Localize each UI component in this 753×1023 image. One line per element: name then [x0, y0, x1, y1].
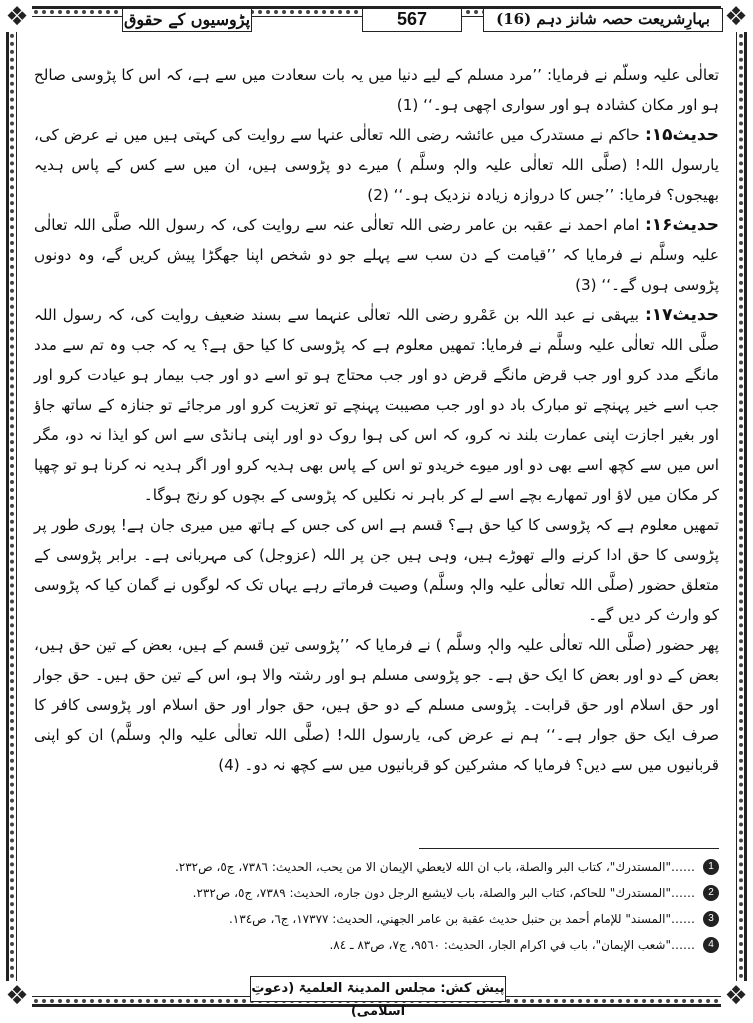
corner-ornament-icon: ❖	[2, 981, 32, 1011]
footnote	[34, 932, 719, 958]
footnote-text: ……"شعب الإيمان"، باب في اكرام الجار، الحديث: ٩٥٦٠، ج٧، ص٨٣ ـ ٨٤.	[329, 938, 695, 952]
footnote-text: ……"المستدرك"، كتاب البر والصلة، باب ان الله لايعطي الإيمان الا من يحب، الحديث: ٧٣٨٦، ج٥، ص٢٣٢.	[174, 860, 695, 874]
footnote-text: ……"المستدرك" للحاكم، كتاب البر والصلة، باب لايشبع الرجل دون جاره، الحديث: ٧٣٨٩، ج٥، ص٢٣٢.	[192, 886, 695, 900]
paragraph: پھر حضور (صلَّی اللہ تعالٰی علیہ والہٖ وسلَّم ) نے فرمایا کہ ’’پڑوسی تین قسم کے ہیں، بعض کے تین حق ہیں، بعض کے دو اور بعض کا ایک حق ہے۔ جو پڑوسی مسلم ہو اور رشتہ والا ہو، اس کے تین حق ہیں۔ حق جوار اور حق اسلام اور حق قرابت۔ پڑوسی مسلم کے دو حق ہیں، حق جوار اور حق اسلام اور پڑوسی کافر کا صرف ایک حق جوار ہے۔‘‘ ہم نے عرض کی، یارسول اللہ! (صلَّی اللہ تعالٰی علیہ والہٖ وسلَّم) ان کو اپنی قربانیوں میں سے دیں؟ فرمایا کہ مشرکین کو قربانیوں میں سے کچھ نہ دو۔ (4)	[34, 636, 719, 774]
page-header	[30, 6, 723, 36]
paragraph: حدیث۱۷: بیہقی نے عبد اللہ بن عَمْرو رضی اللہ تعالٰی عنہما سے بسند ضعیف روایت کی، کہ رسول اللہ صلَّی اللہ تعالٰی علیہ وسلَّم نے فرمایا: تمھیں معلوم ہے کہ پڑوسی کا کیا حق ہے؟ یہ کہ جب وہ تم سے مدد مانگے مدد کرو اور جب قرض مانگے قرض دو اور جب محتاج ہو تو اسے دو اور جب بیمار ہو عیادت کرو اور جب اسے خیر پہنچے تو مبارک باد دو اور جب مصیبت پہنچے تو تعزیت کرو اور مرجائے تو جنازہ کے ساتھ جاؤ اور بغیر اجازت اپنی عمارت بلند نہ کرو، کہ اس کی ہوا روک دو اور اپنی ہانڈی سے اس کو ایذا نہ دو، مگر اس میں سے کچھ اسے بھی دو اور میوے خریدو تو اس کے پاس بھی ہدیہ کرو اور اگر ہدیہ نہ کرنا ہو تو چھپا کر مکان میں لاؤ اور تمھارے بچے اسے لے کر باہر نہ نکلیں کہ پڑوسی کے بچوں کو رنج ہوگا۔	[34, 305, 719, 504]
footnote-number: 4	[703, 937, 719, 953]
footnote-number: 2	[703, 885, 719, 901]
hadith-label: حدیث۱۷:	[644, 305, 719, 325]
hadith-label: حدیث۱۶:	[644, 215, 719, 235]
paragraph: تعالٰی علیہ وسلّم نے فرمایا: ’’مرد مسلم کے لیے دنیا میں یہ بات سعادت میں سے ہے، کہ اس کا پڑوسی صالح ہو اور مکان کشادہ ہو اور سواری اچھی ہو۔‘‘ (1)	[34, 66, 719, 114]
footnote-text: ……"المسند" للإمام أحمد بن حنبل حديث عقبة بن عامر الجهني، الحديث: ١٧٣٧٧، ج٦، ص١٣٤.	[228, 912, 695, 926]
page-footer: پیش کش: مجلس المدینۃ العلمیۃ (دعوتِ اسلامی)	[250, 976, 506, 1002]
corner-ornament-icon: ❖	[721, 2, 751, 32]
paragraph: حدیث۱۶: امام احمد نے عقبہ بن عامر رضی اللہ تعالٰی عنہ سے روایت کی، کہ رسول اللہ صلَّی اللہ تعالٰی علیہ وسلَّم نے فرمایا کہ ’’قیامت کے دن سب سے پہلے جو دو شخص اپنا جھگڑا پیش کریں گے، وہ دونوں پڑوسی ہوں گے۔‘‘ (3)	[34, 215, 719, 294]
footnote	[34, 880, 719, 906]
chapter-title: پڑوسیوں کے حقوق	[122, 8, 252, 32]
paragraph: حدیث۱۵: حاکم نے مستدرک میں عائشہ رضی اللہ تعالٰی عنہا سے روایت کی کہتی ہیں میں نے عرض کی، یارسول اللہ! (صلَّی اللہ تعالٰی علیہ والہٖ وسلَّم ) میرے دو پڑوسی ہیں، ان میں سے کس کے پاس ہدیہ بھیجوں؟ فرمایا: ’’جس کا دروازہ زیادہ نزدیک ہو۔‘‘ (2)	[34, 125, 719, 204]
hadith-label: حدیث۱۵:	[644, 125, 719, 145]
book-title: بہارِشریعت حصہ شانز دہم (16)	[483, 8, 723, 32]
footnote	[34, 906, 719, 932]
corner-ornament-icon: ❖	[721, 981, 751, 1011]
footnote-number: 1	[703, 859, 719, 875]
footnote-number: 3	[703, 911, 719, 927]
main-text	[34, 60, 719, 850]
corner-ornament-icon: ❖	[2, 2, 32, 32]
footnote	[34, 854, 719, 880]
footnotes	[34, 854, 719, 958]
paragraph: تمھیں معلوم ہے کہ پڑوسی کا کیا حق ہے؟ قسم ہے اس کی جس کے ہاتھ میں میری جان ہے! پوری طور پر پڑوسی کا حق ادا کرنے والے تھوڑے ہیں، وہی ہیں جن پر اللہ (عزوجل) کی مہربانی ہے۔ برابر پڑوسی کے متعلق حضور (صلَّی اللہ تعالٰی علیہ والہٖ وسلَّم) وصیت فرماتے رہے یہاں تک کہ لوگوں نے گمان کیا کہ پڑوسی کو وارث کر دیں گے۔	[34, 516, 719, 624]
page-number: 567	[362, 8, 462, 32]
footnote-divider	[419, 848, 719, 849]
